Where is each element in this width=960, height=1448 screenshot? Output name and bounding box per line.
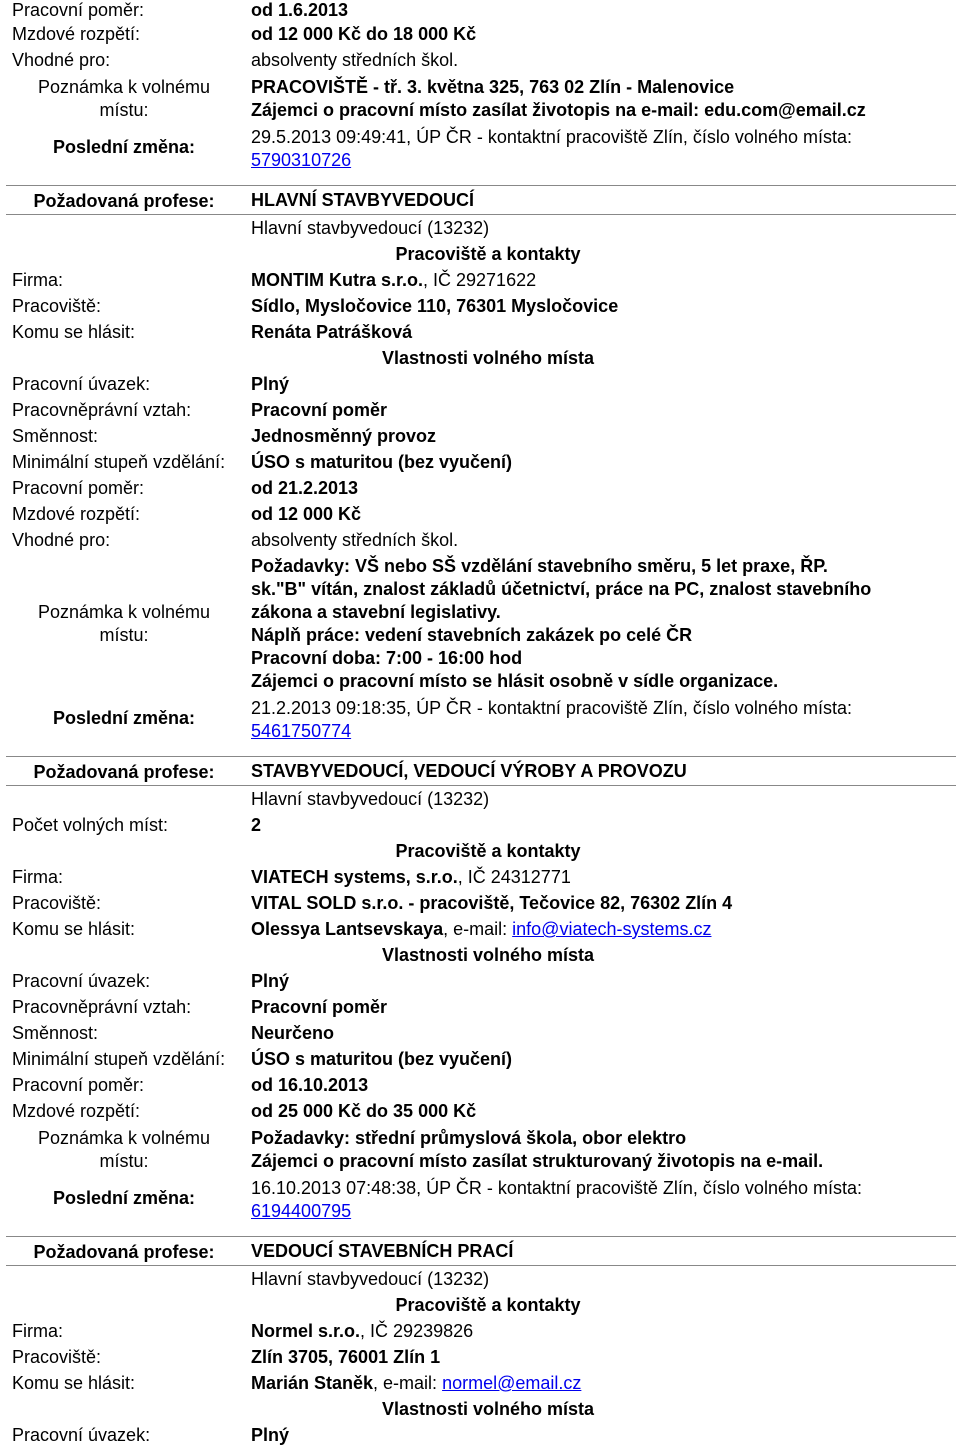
listing0-posledni-zmena-row	[0, 126, 960, 174]
listing2-profese-row	[0, 761, 960, 784]
listing3-profese-kod-row	[0, 1269, 960, 1292]
label-smennost: Směnnost:	[12, 426, 99, 446]
label-vhodne-pro: Vhodné pro:	[12, 530, 111, 550]
value-pracoviste: VITAL SOLD s.r.o. - pracoviště, Tečovice 82, 76302 Zlín 4	[251, 893, 733, 913]
value-smennost: Neurčeno	[251, 1023, 335, 1043]
label-vhodne-pro: Vhodné pro:	[12, 50, 111, 70]
label-poznamka: Poznámka k volnému místu:	[37, 602, 211, 645]
listing2-smennost-row	[0, 1023, 960, 1046]
listing2-vzdelani-row	[0, 1049, 960, 1072]
value-pracoviste: Zlín 3705, 76001 Zlín 1	[251, 1347, 441, 1367]
label-posledni-zmena: Poslední změna:	[52, 137, 196, 157]
listing2-pracoviste-row	[0, 893, 960, 916]
contact-email-link[interactable]: info@viatech-systems.cz	[512, 919, 712, 939]
label-posledni-zmena: Poslední změna:	[52, 708, 196, 728]
label-poznamka: Poznámka k volnému místu:	[37, 77, 211, 120]
value-vhodne-pro: absolventy středních škol.	[251, 50, 459, 70]
label-mzdove-rozpeti: Mzdové rozpětí:	[12, 1101, 141, 1121]
section-heading-kontakty: Pracoviště a kontakty	[395, 1295, 581, 1315]
value-pracovni-pomer: od 21.2.2013	[251, 478, 359, 498]
section-heading-kontakty: Pracoviště a kontakty	[395, 841, 581, 861]
value-uvazek: Plný	[251, 971, 290, 991]
value-pracovni-pomer: od 16.10.2013	[251, 1075, 369, 1095]
value-firma-name: MONTIM Kutra s.r.o.	[251, 270, 424, 290]
cislo-volneho-mista-link[interactable]: 5790310726	[251, 150, 352, 170]
label-pracovni-pomer: Pracovní poměr:	[12, 0, 145, 20]
listing1-poznamka-row	[0, 555, 960, 695]
listing3-profese-row	[0, 1241, 960, 1264]
label-min-vzdelani: Minimální stupeň vzdělání:	[12, 452, 226, 472]
listing2-mzda-row	[0, 1101, 960, 1124]
label-pracovnepravni-vztah: Pracovněprávní vztah:	[12, 997, 192, 1017]
listing0-mzda-row	[0, 24, 960, 47]
value-komu: Renáta Patrášková	[251, 322, 413, 342]
section-heading-vlastnosti: Vlastnosti volného místa	[381, 945, 595, 965]
divider	[6, 756, 956, 757]
listing1-mzda-row	[0, 504, 960, 527]
label-firma: Firma:	[12, 270, 63, 290]
value-firma-ic: , IČ 24312771	[457, 867, 571, 887]
label-pozadovana-profese: Požadovaná profese:	[33, 1242, 215, 1262]
listing1-komu-row	[0, 322, 960, 345]
listing1-pracovni-pomer-row	[0, 478, 960, 501]
section-heading-vlastnosti: Vlastnosti volného místa	[381, 348, 595, 368]
label-pracovni-uvazek: Pracovní úvazek:	[12, 971, 151, 991]
label-pracovni-pomer: Pracovní poměr:	[12, 1075, 145, 1095]
label-min-vzdelani: Minimální stupeň vzdělání:	[12, 1049, 226, 1069]
label-pracovni-pomer: Pracovní poměr:	[12, 478, 145, 498]
label-pracovni-uvazek: Pracovní úvazek:	[12, 1425, 151, 1445]
value-poznamka: Požadavky: VŠ nebo SŠ vzdělání stavebního směru, 5 let praxe, ŘP. sk."B" vítán, znalost základů účetnictví, práce na PC, znalost stavebního zákona a stavební legislativy. Náplň práce: vedení stavebních zakázek po celé ČR Pracovní doba: 7:00 - 16:00 hod Zájemci o pracovní místo se hlásit osobně v sídle organizace.	[251, 556, 872, 691]
value-poznamka: Požadavky: střední průmyslová škola, obor elektro Zájemci o pracovní místo zasílat strukturovaný životopis na e-mail.	[251, 1128, 824, 1171]
label-komu-se-hlasit: Komu se hlásit:	[12, 322, 136, 342]
listing1-pracoviste-row	[0, 296, 960, 319]
label-posledni-zmena: Poslední změna:	[52, 1188, 196, 1208]
divider	[6, 1265, 956, 1266]
listing3-komu-row: Komu se hlásit: Marián Staněk, e-mail: normel@email.cz	[12, 1373, 582, 1393]
value-vzdelani: ÚSO s maturitou (bez vyučení)	[251, 452, 513, 472]
listing1-smennost-row	[0, 426, 960, 449]
label-smennost: Směnnost:	[12, 1023, 99, 1043]
listing1-uvazek-row	[0, 374, 960, 397]
poznamka-email: edu.com@email.cz	[704, 100, 866, 120]
value-profese: VEDOUCÍ STAVEBNÍCH PRACÍ	[251, 1241, 514, 1261]
listing2-pracovni-pomer-row	[0, 1075, 960, 1098]
label-pracoviste: Pracoviště:	[12, 296, 102, 316]
listing0-poznamka-row	[0, 76, 960, 124]
value-pracovni-pomer: od 1.6.2013	[251, 0, 349, 20]
listing2-vztah-row	[0, 997, 960, 1020]
listing3-firma-row	[0, 1321, 960, 1344]
cislo-volneho-mista-link[interactable]: 6194400795	[251, 1201, 352, 1221]
listing2-komu-row: Komu se hlásit: Olessya Lantsevskaya, e-mail: info@viatech-systems.cz	[12, 919, 712, 939]
value-pracoviste: Sídlo, Mysločovice 110, 76301 Mysločovice	[251, 296, 619, 316]
label-pracovni-uvazek: Pracovní úvazek:	[12, 374, 151, 394]
value-pocet: 2	[251, 815, 262, 835]
value-vztah: Pracovní poměr	[251, 400, 388, 420]
value-profese: HLAVNÍ STAVBYVEDOUCÍ	[251, 190, 475, 210]
label-pracovnepravni-vztah: Pracovněprávní vztah:	[12, 400, 192, 420]
contact-email-link[interactable]: normel@email.cz	[442, 1373, 582, 1393]
value-firma-ic: , IČ 29271622	[423, 270, 537, 290]
value-poznamka: PRACOVIŠTĚ - tř. 3. května 325, 763 02 Zlín - Malenovice Zájemci o pracovní místo zasílat životopis na e-mail: edu.com@email.cz	[251, 77, 866, 120]
label-pozadovana-profese: Požadovaná profese:	[33, 762, 215, 782]
section-heading-kontakty: Pracoviště a kontakty	[395, 244, 581, 264]
value-profese-kod: Hlavní stavbyvedoucí (13232)	[251, 218, 490, 238]
label-pracoviste: Pracoviště:	[12, 893, 102, 913]
label-firma: Firma:	[12, 1321, 63, 1341]
value-uvazek: Plný	[251, 1425, 290, 1445]
value-profese: STAVBYVEDOUCÍ, VEDOUCÍ VÝROBY A PROVOZU	[251, 761, 687, 781]
value-posledni-zmena: 16.10.2013 07:48:38, ÚP ČR - kontaktní pracoviště Zlín, číslo volného místa: 6194400795	[251, 1178, 862, 1221]
listing2-pocet-row	[0, 815, 960, 838]
value-profese-kod: Hlavní stavbyvedoucí (13232)	[251, 1269, 490, 1289]
value-mzdove-rozpeti: od 12 000 Kč do 18 000 Kč	[251, 24, 477, 44]
listing1-profese-row	[0, 190, 960, 213]
listing3-pracoviste-row	[0, 1347, 960, 1370]
label-komu-se-hlasit: Komu se hlásit:	[12, 1373, 136, 1393]
label-komu-se-hlasit: Komu se hlásit:	[12, 919, 136, 939]
label-pracoviste: Pracoviště:	[12, 1347, 102, 1367]
value-profese-kod: Hlavní stavbyvedoucí (13232)	[251, 789, 490, 809]
label-mzdove-rozpeti: Mzdové rozpětí:	[12, 504, 141, 524]
listing1-firma-row	[0, 270, 960, 293]
listing1-vhodne-row	[0, 530, 960, 553]
listing2-uvazek-row	[0, 971, 960, 994]
listing1-posledni-zmena-row	[0, 697, 960, 745]
value-vztah: Pracovní poměr	[251, 997, 388, 1017]
divider	[6, 185, 956, 186]
value-vzdelani: ÚSO s maturitou (bez vyučení)	[251, 1049, 513, 1069]
value-firma-name: Normel s.r.o.	[251, 1321, 361, 1341]
value-komu-name: Marián Staněk	[251, 1373, 374, 1393]
value-firma-name: VIATECH systems, s.r.o.	[251, 867, 458, 887]
listing2-profese-kod-row	[0, 789, 960, 812]
value-uvazek: Plný	[251, 374, 290, 394]
listing1-vzdelani-row	[0, 452, 960, 475]
label-firma: Firma:	[12, 867, 63, 887]
section-heading-vlastnosti: Vlastnosti volného místa	[381, 1399, 595, 1419]
divider	[6, 214, 956, 215]
divider	[6, 1236, 956, 1237]
label-pozadovana-profese: Požadovaná profese:	[33, 191, 215, 211]
value-komu-name: Olessya Lantsevskaya	[251, 919, 444, 939]
value-smennost: Jednosměnný provoz	[251, 426, 437, 446]
listing3-uvazek-row	[0, 1425, 960, 1448]
value-mzdove-rozpeti: od 12 000 Kč	[251, 504, 362, 524]
label-pocet-volnych-mist: Počet volných míst:	[12, 815, 169, 835]
value-vhodne-pro: absolventy středních škol.	[251, 530, 459, 550]
value-firma-ic: , IČ 29239826	[360, 1321, 474, 1341]
value-posledni-zmena: 29.5.2013 09:49:41, ÚP ČR - kontaktní pracoviště Zlín, číslo volného místa: 5790310726	[251, 127, 852, 170]
listing2-firma-row	[0, 867, 960, 890]
listing0-pracovni-pomer-row	[0, 0, 960, 23]
label-poznamka: Poznámka k volnému místu:	[37, 1128, 211, 1171]
cislo-volneho-mista-link[interactable]: 5461750774	[251, 721, 352, 741]
listing2-poznamka-row	[0, 1127, 960, 1175]
divider	[6, 785, 956, 786]
listing0-vhodne-row	[0, 50, 960, 73]
listing1-vztah-row	[0, 400, 960, 423]
value-posledni-zmena: 21.2.2013 09:18:35, ÚP ČR - kontaktní pracoviště Zlín, číslo volného místa: 5461750774	[251, 698, 852, 741]
listing1-profese-kod-row	[0, 218, 960, 241]
value-mzdove-rozpeti: od 25 000 Kč do 35 000 Kč	[251, 1101, 477, 1121]
label-mzdove-rozpeti: Mzdové rozpětí:	[12, 24, 141, 44]
listing2-posledni-zmena-row	[0, 1177, 960, 1225]
